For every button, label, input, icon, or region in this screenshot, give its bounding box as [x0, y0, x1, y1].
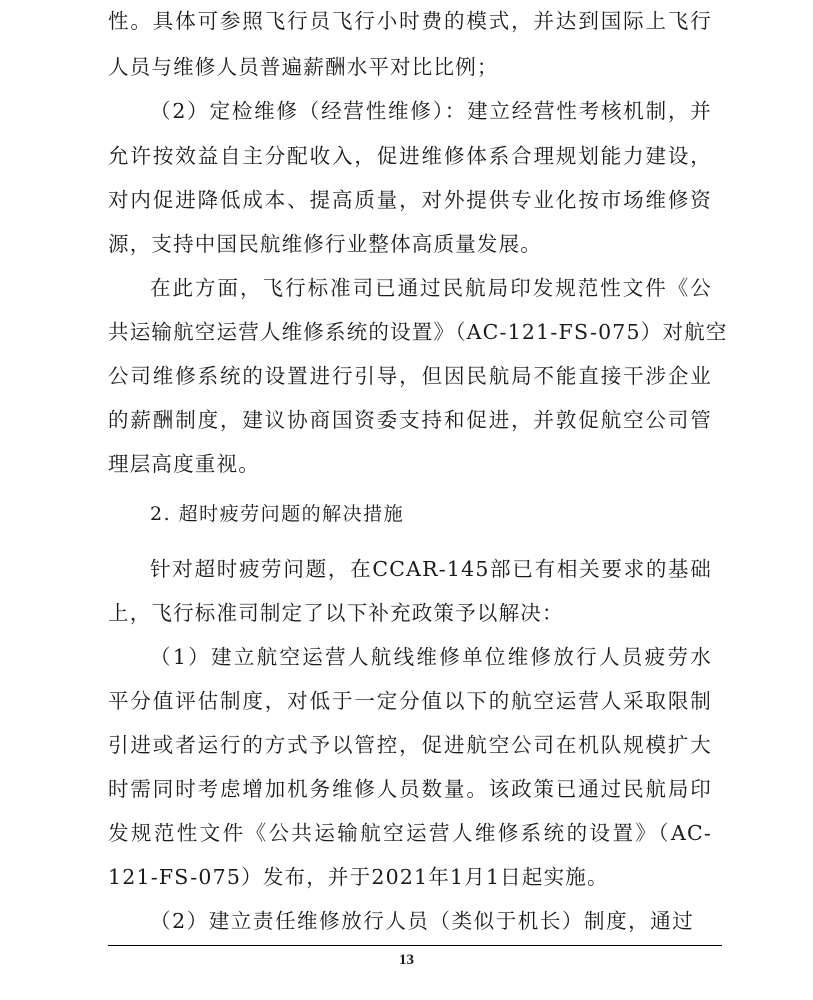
page-number: 13 [399, 952, 414, 968]
text-line: （1）建立航空运营人航线维修单位维修放行人员疲劳水 [150, 645, 712, 669]
text-line: 上，飞行标准司制定了以下补充政策予以解决： [108, 601, 564, 625]
text-line: 在此方面，飞行标准司已通过民航局印发规范性文件《公 [150, 276, 712, 300]
text-line: 时需同时考虑增加机务维修人员数量。该政策已通过民航局印 [108, 777, 712, 801]
text-line: （2）定检维修（经营性维修）：建立经营性考核机制，并 [150, 99, 712, 123]
text-line: 的薪酬制度，建议协商国资委支持和促进，并敦促航空公司管 [108, 408, 712, 432]
footer-divider [108, 945, 722, 946]
text-line: 引进或者运行的方式予以管控，促进航空公司在机队规模扩大 [108, 733, 712, 757]
text-line: 针对超时疲劳问题，在CCAR-145部已有相关要求的基础 [150, 557, 712, 581]
text-line: 公司维修系统的设置进行引导，但因民航局不能直接干涉企业 [108, 364, 712, 388]
text-line: 人员与维修人员普遍薪酬水平对比比例； [108, 55, 499, 79]
text-line: 121-FS-075）发布，并于2021年1月1日起实施。 [108, 865, 609, 889]
text-line: （2）建立责任维修放行人员（类似于机长）制度，通过 [150, 909, 694, 933]
text-line: 理层高度重视。 [108, 452, 260, 476]
text-line: 性。具体可参照飞行员飞行小时费的模式，并达到国际上飞行 [108, 9, 712, 33]
text-line: 平分值评估制度，对低于一定分值以下的航空运营人采取限制 [108, 689, 712, 713]
text-line: 发规范性文件《公共运输航空运营人维修系统的设置》（AC- [108, 821, 712, 845]
text-line: 共运输航空运营人维修系统的设置》（AC-121-FS-075）对航空 [108, 320, 728, 344]
text-line: 源，支持中国民航维修行业整体高质量发展。 [108, 232, 542, 256]
text-line: 允许按效益自主分配收入，促进维修体系合理规划能力建设， [108, 144, 712, 168]
text-line: 对内促进降低成本、提高质量，对外提供专业化按市场维修资 [108, 188, 712, 212]
section-heading: 2. 超时疲劳问题的解决措施 [150, 503, 405, 525]
